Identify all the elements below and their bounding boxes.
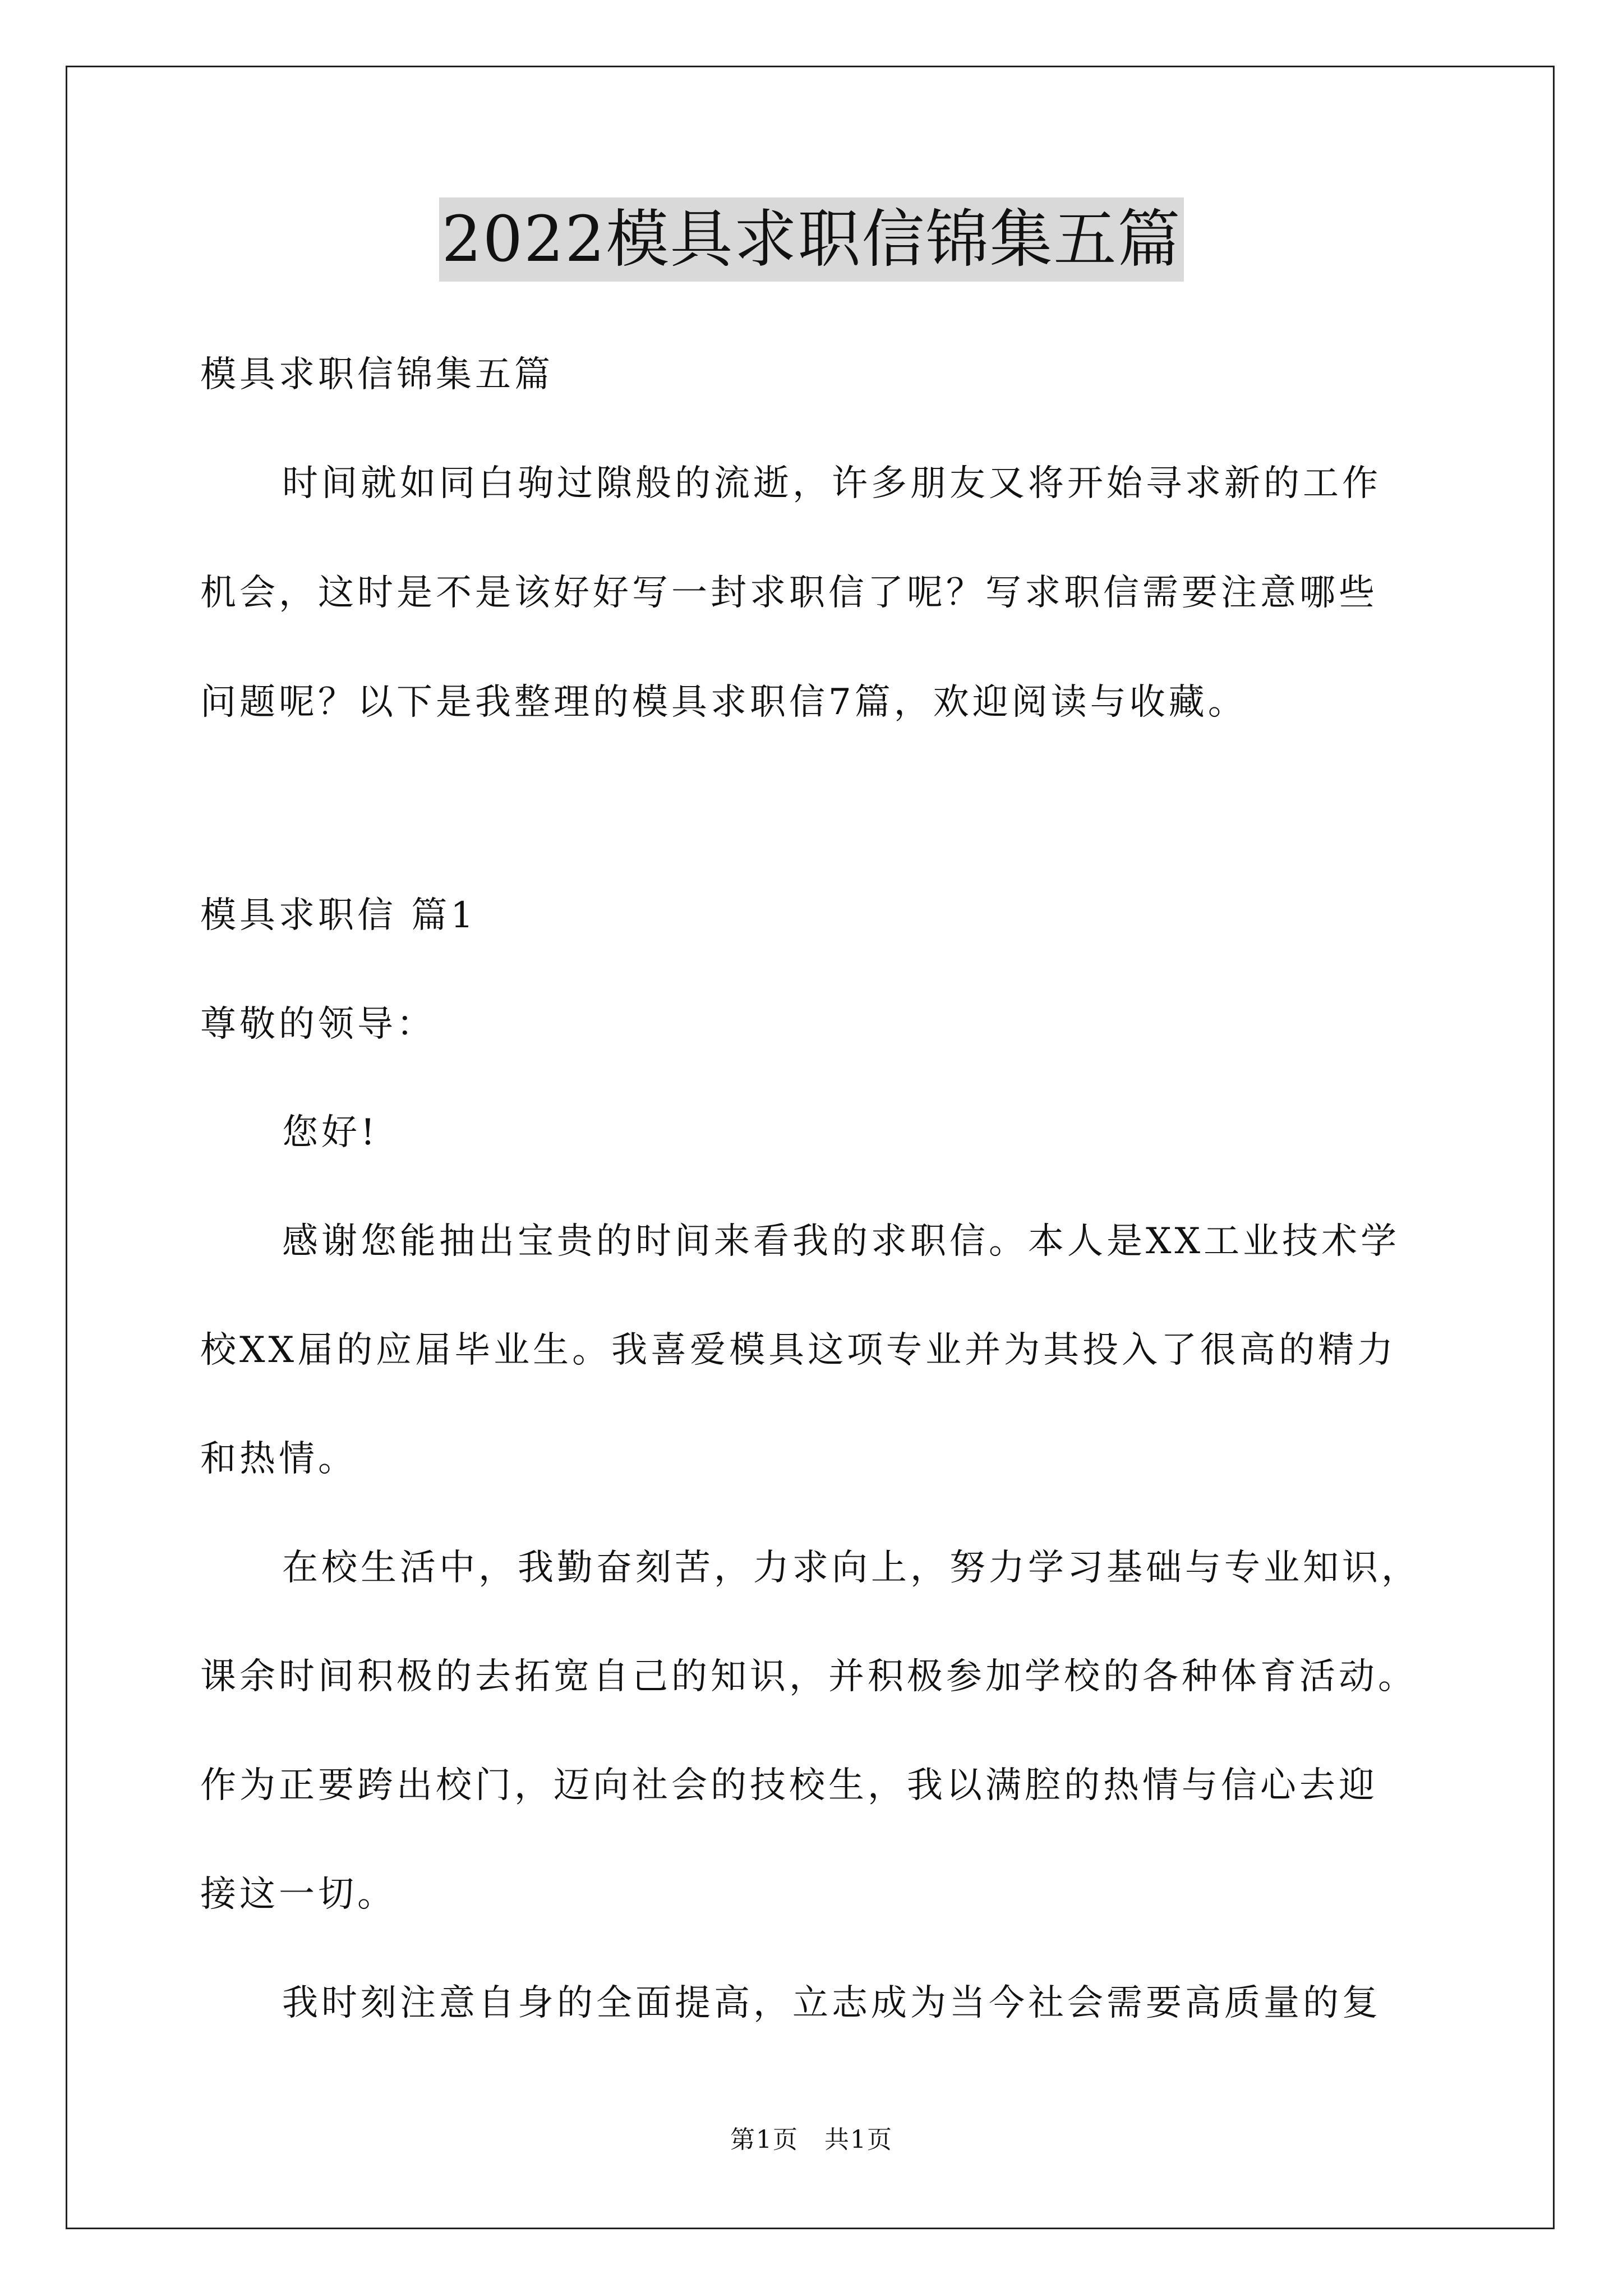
intro-line-2: 机会，这时是不是该好好写一封求职信了呢？写求职信需要注意哪些 (200, 572, 1378, 614)
title-container (0, 197, 1623, 282)
greeting: 您好! (282, 1112, 379, 1153)
intro-line-1: 时间就如同白驹过隙般的流逝，许多朋友又将开始寻求新的工作 (282, 463, 1381, 504)
document-title: 2022模具求职信锦集五篇 (439, 197, 1183, 282)
body-line-1: 感谢您能抽出宝贵的时间来看我的求职信。本人是XX工业技术学 (282, 1221, 1400, 1262)
salutation: 尊敬的领导： (200, 1004, 436, 1045)
document-subtitle: 模具求职信锦集五篇 (200, 354, 554, 395)
body-line-4: 在校生活中，我勤奋刻苦，力求向上，努力学习基础与专业知识， (282, 1547, 1421, 1589)
body-line-6: 作为正要跨出校门，迈向社会的技校生，我以满腔的热情与信心去迎 (200, 1765, 1378, 1806)
body-line-3: 和热情。 (200, 1438, 357, 1480)
intro-line-3: 问题呢？以下是我整理的模具求职信7篇，欢迎阅读与收藏。 (200, 682, 1247, 723)
section-heading: 模具求职信 篇1 (200, 895, 477, 936)
body-line-2: 校XX届的应届毕业生。我喜爱模具这项专业并为其投入了很高的精力 (200, 1329, 1397, 1371)
body-line-8: 我时刻注意自身的全面提高，立志成为当今社会需要高质量的复 (282, 1982, 1381, 2024)
body-line-5: 课余时间积极的去拓宽自己的知识，并积极参加学校的各种体育活动。 (200, 1656, 1417, 1697)
page-footer: 第1页 共1页 (730, 2125, 893, 2154)
body-line-7: 接这一切。 (200, 1874, 396, 1915)
